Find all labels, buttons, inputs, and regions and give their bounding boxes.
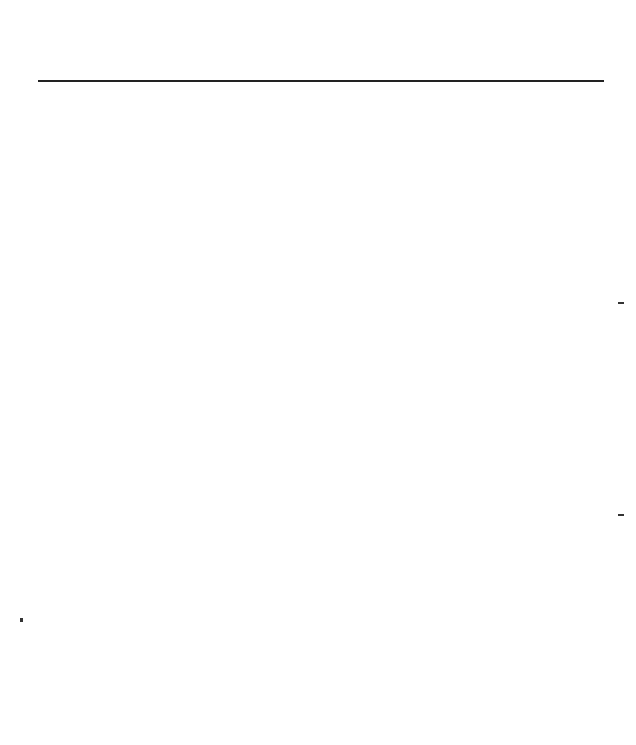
scan-speck [618, 302, 624, 304]
scan-speck [20, 618, 23, 622]
header-rule [38, 80, 604, 82]
scan-speck [618, 514, 624, 516]
